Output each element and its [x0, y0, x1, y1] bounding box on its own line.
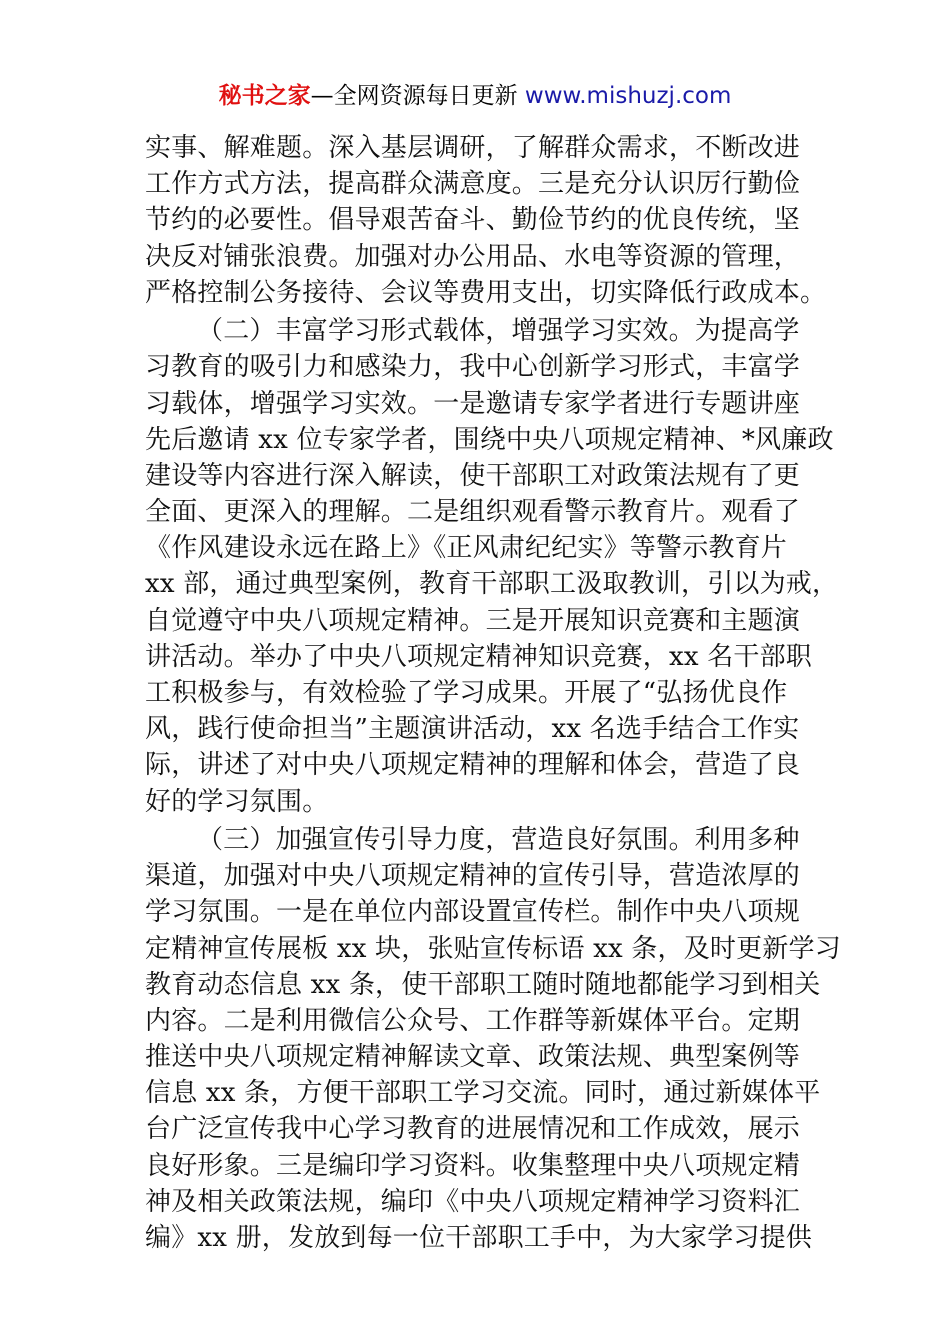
text-line: 全面、更深入的理解。二是组织观看警示教育片。观看了 — [145, 497, 801, 528]
text-line: 严格控制公务接待、会议等费用支出，切实降低行政成本。 — [145, 277, 827, 308]
text-line: 讲活动。举办了中央八项规定精神知识竞赛，xx 名干部职 — [145, 641, 812, 672]
section-heading-line: （二）丰富学习形式载体，增强学习实效。为提高学 — [197, 316, 800, 347]
text-line: 工积极参与，有效检验了学习成果。开展了“弘扬优良作 — [145, 678, 788, 708]
text-line: 学习氛围。一是在单位内部设置宣传栏。制作中央八项规 — [145, 897, 801, 928]
text-line: 教育动态信息 xx 条，使干部职工随时随地都能学习到相关 — [145, 969, 821, 1000]
text-line: 定精神宣传展板 xx 块，张贴宣传标语 xx 条，及时更新学习 — [145, 933, 841, 964]
text-line: 好的学习氛围。 — [145, 786, 329, 817]
text-line: 先后邀请 xx 位专家学者，围绕中央八项规定精神、*风廉政 — [145, 424, 834, 455]
page-header — [0, 80, 950, 112]
text-line: 神及相关政策法规，编印《中央八项规定精神学习资料汇 — [145, 1186, 801, 1217]
text-line: 习教育的吸引力和感染力，我中心创新学习形式，丰富学 — [145, 352, 801, 383]
text-line: 编》xx 册，发放到每一位干部职工手中，为大家学习提供 — [145, 1223, 812, 1253]
text-line: 工作方式方法，提高群众满意度。三是充分认识厉行勤俭 — [145, 169, 801, 200]
header-tagline: —全网资源每日更新 — [310, 83, 525, 109]
text-line: 节约的必要性。倡导艰苦奋斗、勤俭节约的优良传统，坚 — [145, 205, 801, 236]
document-body — [145, 130, 841, 1256]
text-line: 渠道，加强对中央八项规定精神的宣传引导，营造浓厚的 — [145, 861, 801, 892]
text-line: 际，讲述了对中央八项规定精神的理解和体会，营造了良 — [145, 750, 801, 781]
text-line: 决反对铺张浪费。加强对办公用品、水电等资源的管理， — [145, 241, 801, 272]
text-line: 内容。二是利用微信公众号、工作群等新媒体平台。定期 — [145, 1005, 801, 1036]
text-line: 《作风建设永远在路上》《正风肃纪纪实》等警示教育片 — [145, 533, 788, 564]
text-line: 自觉遵守中央八项规定精神。三是开展知识竞赛和主题演 — [145, 605, 801, 636]
text-line: 信息 xx 条，方便干部职工学习交流。同时，通过新媒体平 — [145, 1078, 821, 1109]
site-url-link[interactable]: www.mishuzj.com — [524, 83, 732, 109]
text-line: xx 部，通过典型案例，教育干部职工汲取教训，引以为戒， — [145, 569, 839, 600]
text-line: 风，践行使命担当”主题演讲活动，xx 名选手结合工作实 — [145, 714, 800, 745]
text-line: 实事、解难题。深入基层调研，了解群众需求，不断改进 — [145, 133, 801, 163]
text-line: 台广泛宣传我中心学习教育的进展情况和工作成效，展示 — [145, 1114, 801, 1145]
text-line: 良好形象。三是编印学习资料。收集整理中央八项规定精 — [145, 1150, 801, 1181]
text-line: 推送中央八项规定精神解读文章、政策法规、典型案例等 — [145, 1042, 801, 1073]
text-line: 习载体，增强学习实效。一是邀请专家学者进行专题讲座 — [145, 388, 801, 419]
section-heading-line: （三）加强宣传引导力度，营造良好氛围。利用多种 — [197, 824, 800, 855]
brand-name: 秘书之家 — [218, 83, 311, 109]
text-line: 建设等内容进行深入解读，使干部职工对政策法规有了更 — [145, 460, 801, 491]
